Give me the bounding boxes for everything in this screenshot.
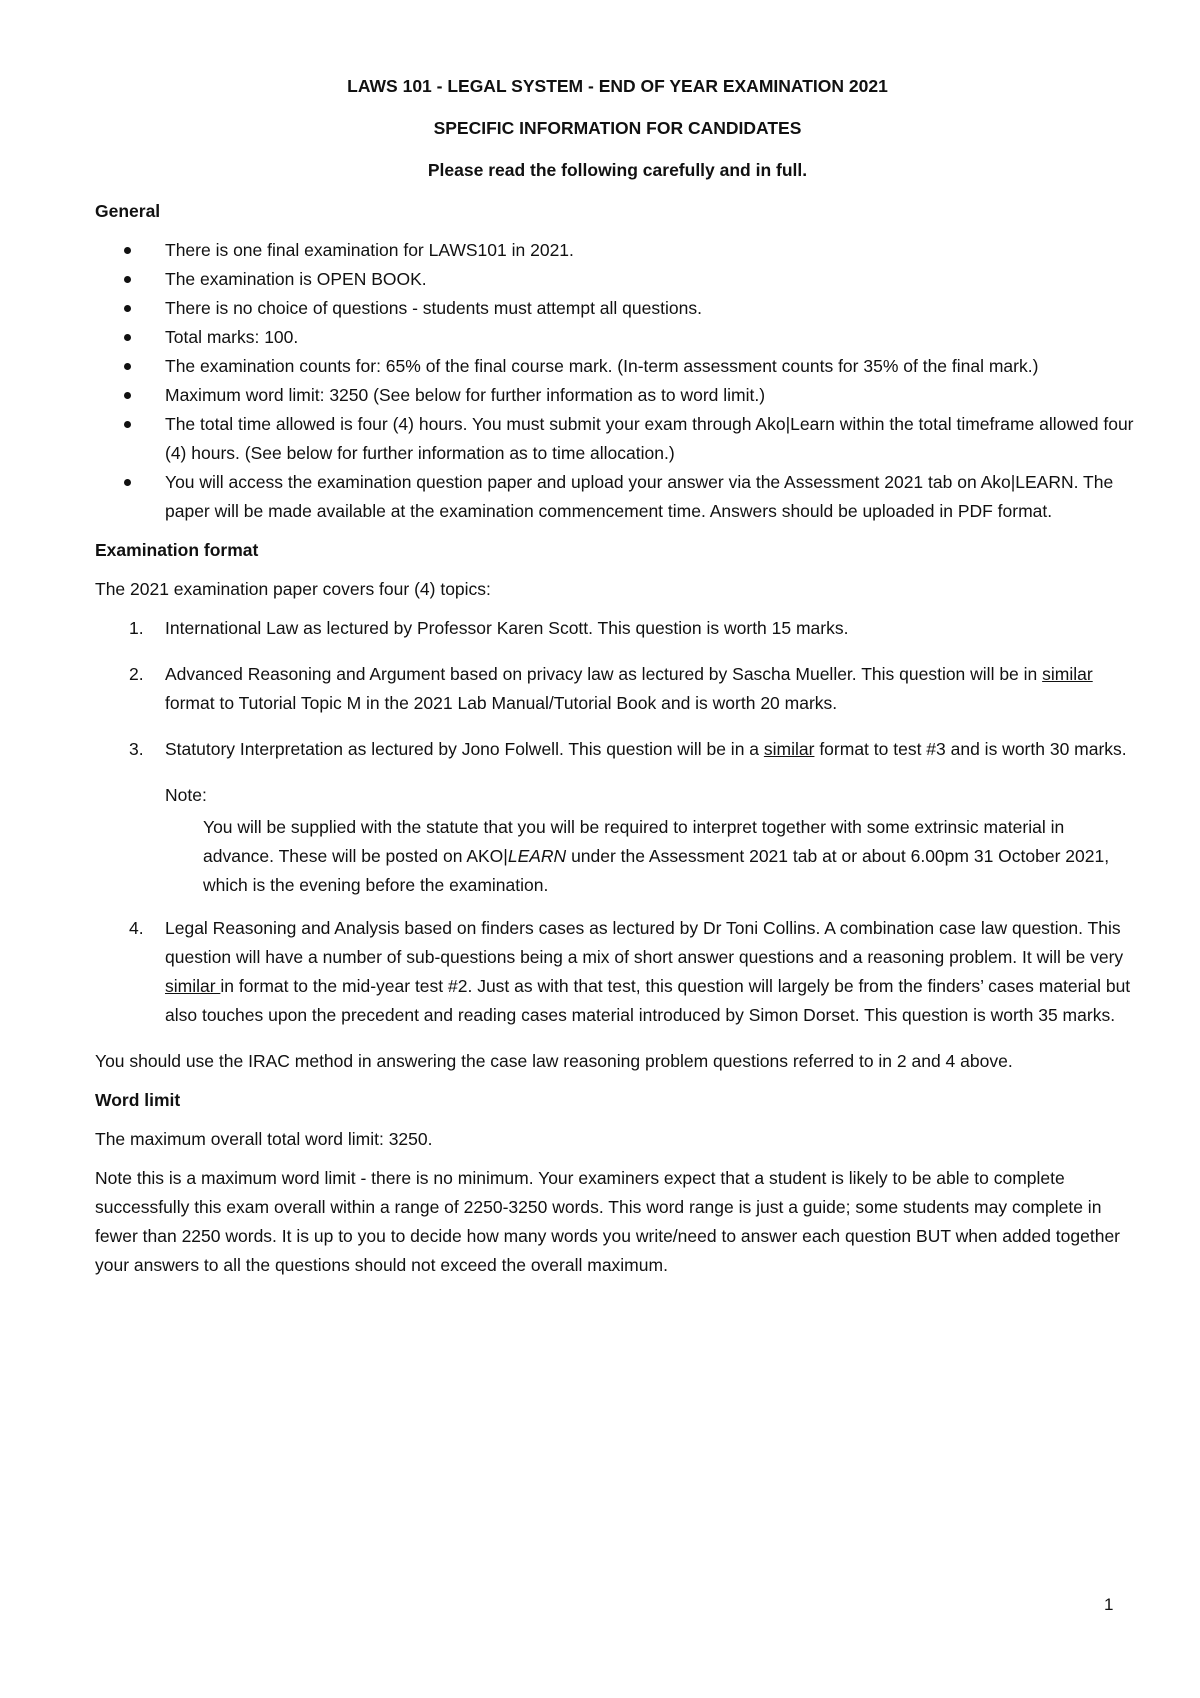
topic-text: Statutory Interpretation as lectured by Jono Folwell. This question will be in a <box>165 739 764 759</box>
topic-list-continued <box>95 914 1140 1030</box>
bullet-text: You will access the examination question paper and upload your answer via the Assessment 2021 tab on Ako|LEARN. The paper will be made available at the examination commencement time. Answers should be uploaded in PDF format. <box>165 472 1114 521</box>
bullet-dot-icon <box>124 334 131 341</box>
document-subtitle: SPECIFIC INFORMATION FOR CANDIDATES <box>433 118 802 138</box>
page-number: 1 <box>1104 1595 1114 1614</box>
bullet-item <box>95 410 1140 468</box>
bullet-dot-icon <box>124 305 131 312</box>
topic-underlined-word: similar <box>165 976 221 996</box>
document-content <box>95 72 1140 1290</box>
bullet-text: There is one final examination for LAWS101 in 2021. <box>165 240 574 260</box>
note-text: You will be supplied with the statute that you will be required to interpret together with some extrinsic material in advance. These will be posted on AKO| <box>203 817 1065 866</box>
bullet-item <box>95 468 1140 526</box>
note-body <box>203 813 1140 900</box>
topic-text: format to Tutorial Topic M in the 2021 Lab Manual/Tutorial Book and is worth 20 marks. <box>165 693 838 713</box>
topic-item-2 <box>95 660 1140 718</box>
topic-underlined-word: similar <box>1042 664 1093 684</box>
word-limit-max: The maximum overall total word limit: 3250. <box>95 1129 433 1149</box>
topic-number: 1. <box>129 618 144 638</box>
bullet-item <box>95 323 1140 352</box>
exam-format-intro: The 2021 examination paper covers four (4) topics: <box>95 579 491 599</box>
bullet-dot-icon <box>124 479 131 486</box>
topic-text: in format to the mid-year test #2. Just as with that test, this question will largely be from the finders’ cases material but also touches upon the precedent and reading cases material introduced by Simon Dorset. This question is worth 35 marks. <box>165 976 1131 1025</box>
note-italic-text: LEARN <box>507 846 567 866</box>
bullet-text: The examination is OPEN BOOK. <box>165 269 427 289</box>
bullet-text: The total time allowed is four (4) hours. You must submit your exam through Ako|Learn within the total timeframe allowed four (4) hours. (See below for further information as to time allocation.) <box>165 414 1134 463</box>
bullet-dot-icon <box>124 247 131 254</box>
note-label: Note: <box>165 785 207 805</box>
topic-item-1 <box>95 614 1140 643</box>
bullet-text: Total marks: 100. <box>165 327 299 347</box>
general-bullet-list <box>95 236 1140 526</box>
section-heading-general: General <box>95 201 161 221</box>
bullet-dot-icon <box>124 363 131 370</box>
topic-list <box>95 614 1140 764</box>
topic-number: 2. <box>129 664 144 684</box>
topic-underlined-word: similar <box>763 739 815 759</box>
topic-text: International Law as lectured by Professor Karen Scott. This question is worth 15 marks. <box>165 618 849 638</box>
bullet-item <box>95 236 1140 265</box>
bullet-dot-icon <box>124 421 131 428</box>
topic-number: 3. <box>129 739 144 759</box>
topic-text: Legal Reasoning and Analysis based on finders cases as lectured by Dr Toni Collins. A combination case law question. This question will have a number of sub-questions being a mix of short answer questions and a reasoning problem. It will be very <box>165 918 1124 967</box>
topic-text: format to test #3 and is worth 30 marks. <box>814 739 1127 759</box>
topic-item-4 <box>95 914 1140 1030</box>
bullet-text: The examination counts for: 65% of the final course mark. (In-term assessment counts for 35% of the final mark.) <box>165 356 1039 376</box>
document-title: LAWS 101 - LEGAL SYSTEM - END OF YEAR EXAMINATION 2021 <box>347 76 888 96</box>
topic-number: 4. <box>129 918 144 938</box>
note-text: under the Assessment 2021 tab at or about 6.00pm 31 October 2021, which is the evening before the examination. <box>203 846 1110 895</box>
bullet-dot-icon <box>124 392 131 399</box>
word-limit-detail: Note this is a maximum word limit - there is no minimum. Your examiners expect that a student is likely to be able to complete successfully this exam overall within a range of 2250-3250 words. This word range is just a guide; some students may complete in fewer than 2250 words. It is up to you to decide how many words you write/need to answer each question BUT when added together your answers to all the questions should not exceed the overall maximum. <box>95 1168 1121 1275</box>
bullet-text: Maximum word limit: 3250 (See below for further information as to word limit.) <box>165 385 766 405</box>
bullet-text: There is no choice of questions - students must attempt all questions. <box>165 298 702 318</box>
bullet-item <box>95 265 1140 294</box>
topic-item-3 <box>95 735 1140 764</box>
section-heading-exam-format: Examination format <box>95 540 259 560</box>
irac-note: You should use the IRAC method in answering the case law reasoning problem questions referred to in 2 and 4 above. <box>95 1051 1013 1071</box>
bullet-dot-icon <box>124 276 131 283</box>
bullet-item <box>95 381 1140 410</box>
section-heading-word-limit: Word limit <box>95 1090 181 1110</box>
topic-text: Advanced Reasoning and Argument based on privacy law as lectured by Sascha Mueller. This question will be in <box>165 664 1043 684</box>
bullet-item <box>95 294 1140 323</box>
bullet-item <box>95 352 1140 381</box>
read-notice: Please read the following carefully and in full. <box>427 160 808 180</box>
